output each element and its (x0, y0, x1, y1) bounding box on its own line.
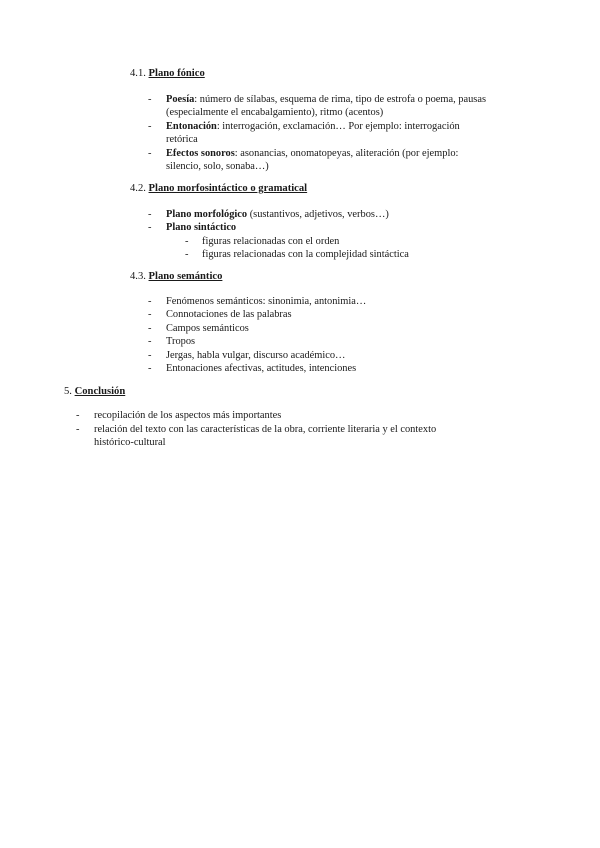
bullet-dash: - (148, 296, 152, 307)
item-text: Connotaciones de las palabras (166, 309, 292, 320)
bullet-dash: - (148, 309, 152, 320)
item-keyword: Entonación (166, 121, 217, 132)
item-text: : número de sílabas, esquema de rima, tipo de estrofa o poema, pausas (194, 94, 486, 105)
bullet-dash: - (148, 336, 152, 347)
list-item-text (166, 93, 486, 107)
bullet-dash: - (185, 236, 189, 247)
section-number: 4.1. (130, 68, 146, 79)
item-text: Entonaciones afectivas, actitudes, intenciones (166, 363, 357, 374)
bullet-dash: - (148, 148, 152, 159)
bullet-dash: - (76, 410, 80, 421)
bullet-dash: - (76, 424, 80, 435)
bullet-dash: - (148, 323, 152, 334)
list-item-text (166, 147, 458, 161)
section-heading-4-2 (130, 182, 307, 196)
list-item-text (166, 208, 389, 222)
bullet-dash: - (185, 249, 189, 260)
section-heading-4-1 (130, 67, 205, 81)
item-keyword: Plano sintáctico (166, 222, 237, 233)
item-text-continued: histórico-cultural (94, 437, 166, 448)
section-title: Plano semántico (148, 271, 223, 282)
sub-item-text: figuras relacionadas con el orden (202, 236, 340, 247)
item-text: : asonancias, onomatopeyas, aliteración (por ejemplo: (234, 148, 459, 159)
item-keyword: Plano morfológico (166, 209, 248, 220)
section-title: Plano fónico (148, 68, 205, 79)
item-keyword: Poesía (166, 94, 195, 105)
item-text-continued: (especialmente el encabalgamiento), ritmo (acentos) (166, 107, 384, 118)
item-text: Campos semánticos (166, 323, 249, 334)
bullet-dash: - (148, 363, 152, 374)
list-item-text (166, 120, 460, 134)
list-item-text (166, 221, 236, 235)
bullet-dash: - (148, 209, 152, 220)
item-text: relación del texto con las características de la obra, corriente literaria y el contexto (94, 424, 437, 435)
sub-item-text: figuras relacionadas con la complejidad sintáctica (202, 249, 409, 260)
section-heading-5 (64, 385, 125, 399)
item-text: recopilación de los aspectos más importantes (94, 410, 282, 421)
section-number: 4.2. (130, 183, 146, 194)
section-title: Plano morfosintáctico o gramatical (148, 183, 308, 194)
item-text: Fenómenos semánticos: sinonimia, antonimia… (166, 296, 367, 307)
item-text-continued: retórica (166, 134, 198, 145)
item-text: (sustantivos, adjetivos, verbos…) (247, 209, 389, 220)
section-number: 5. (64, 386, 72, 397)
item-keyword: Efectos sonoros (166, 148, 235, 159)
bullet-dash: - (148, 121, 152, 132)
item-text: Jergas, habla vulgar, discurso académico… (166, 350, 346, 361)
bullet-dash: - (148, 94, 152, 105)
section-title: Conclusión (74, 386, 126, 397)
bullet-dash: - (148, 222, 152, 233)
item-text: : interrogación, exclamación… Por ejemplo: interrogación (216, 121, 460, 132)
item-text: Tropos (166, 336, 196, 347)
item-text-continued: silencio, solo, sonaba…) (166, 161, 269, 172)
section-number: 4.3. (130, 271, 146, 282)
bullet-dash: - (148, 350, 152, 361)
section-heading-4-3 (130, 270, 222, 284)
